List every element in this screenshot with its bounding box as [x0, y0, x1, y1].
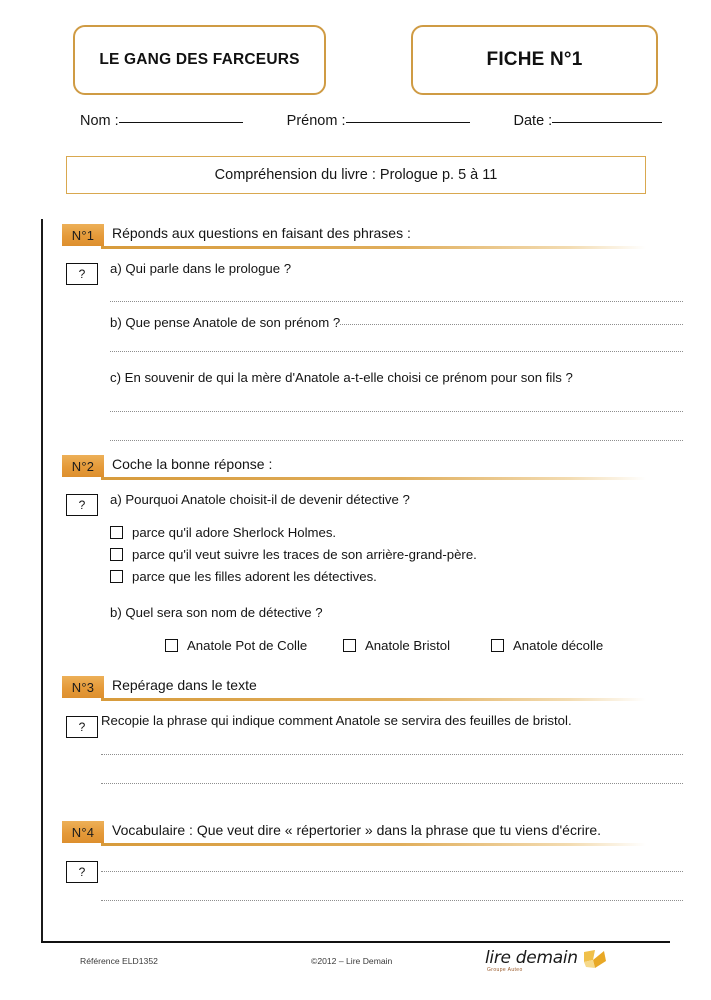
nom-label: Nom : — [80, 113, 119, 129]
section-1-rule — [101, 246, 646, 249]
section-4-title: Vocabulaire : Que veut dire « répertorier » dans la phrase que tu viens d'écrire. — [112, 822, 602, 838]
date-input[interactable] — [552, 122, 662, 123]
section-3-title: Repérage dans le texte — [112, 677, 257, 693]
answer-line[interactable] — [101, 753, 683, 755]
prenom-label: Prénom : — [286, 113, 346, 129]
option-label: Anatole Pot de Colle — [187, 638, 308, 653]
sheet-number-box: FICHE N°1 — [411, 25, 658, 95]
leaf-icon — [582, 948, 608, 970]
question-2a: a) Pourquoi Anatole choisit-il de devenir détective ? — [110, 492, 410, 507]
identity-line — [80, 113, 680, 129]
answer-line[interactable] — [101, 899, 683, 901]
question-1a: a) Qui parle dans le prologue ? — [110, 261, 292, 276]
section-1-title: Réponds aux questions en faisant des phrases : — [112, 225, 411, 241]
section-2-rule — [101, 477, 646, 480]
question-1c: c) En souvenir de qui la mère d'Anatole a-t-elle choisi ce prénom pour son fils ? — [110, 370, 573, 385]
question-2b: b) Quel sera son nom de détective ? — [110, 605, 323, 620]
section-3-rule — [101, 698, 646, 701]
lesson-subtitle: Compréhension du livre : Prologue p. 5 à 11 — [66, 156, 646, 194]
section-3-header — [0, 676, 711, 702]
instruction-3: Recopie la phrase qui indique comment Anatole se servira des feuilles de bristol. — [101, 713, 572, 728]
option-label: Anatole Bristol — [365, 638, 451, 653]
exercise-section-3 — [0, 676, 711, 734]
answer-line[interactable] — [101, 782, 683, 784]
logo-wordmark: lire demain — [485, 948, 578, 968]
answer-line[interactable] — [110, 410, 683, 412]
option-label: Anatole décolle — [513, 638, 604, 653]
answer-line[interactable] — [110, 350, 683, 352]
option-2b-2[interactable] — [343, 638, 450, 653]
option-2a-1[interactable] — [110, 525, 336, 540]
section-1-badge: N°1 — [62, 224, 104, 246]
header — [0, 25, 711, 97]
checkbox-icon[interactable] — [165, 639, 178, 652]
checkbox-icon[interactable] — [110, 548, 123, 561]
section-2-qmark: ? — [66, 494, 98, 516]
section-2-header — [0, 455, 711, 481]
section-1-header — [0, 224, 711, 250]
answer-line[interactable] — [110, 439, 683, 441]
checkbox-icon[interactable] — [110, 570, 123, 583]
answer-line[interactable] — [110, 300, 683, 302]
option-2a-2[interactable] — [110, 547, 477, 562]
question-1b: b) Que pense Anatole de son prénom ? — [110, 315, 341, 330]
section-2-title: Coche la bonne réponse : — [112, 456, 273, 472]
book-title-box: LE GANG DES FARCEURS — [73, 25, 326, 95]
option-2a-3[interactable] — [110, 569, 377, 584]
checkbox-icon[interactable] — [343, 639, 356, 652]
nom-input[interactable] — [119, 122, 243, 123]
publisher-logo — [485, 946, 615, 980]
option-2b-1[interactable] — [165, 638, 307, 653]
option-label: parce qu'il adore Sherlock Holmes. — [132, 525, 337, 540]
date-label: Date : — [513, 113, 553, 129]
exercise-section-4 — [0, 821, 711, 879]
section-1-qmark: ? — [66, 263, 98, 285]
footer-divider — [41, 941, 670, 943]
section-4-qmark: ? — [66, 861, 98, 883]
checkbox-icon[interactable] — [491, 639, 504, 652]
copyright-notice: ©2012 – Lire Demain — [311, 956, 393, 966]
section-3-qmark: ? — [66, 716, 98, 738]
footer — [0, 948, 711, 992]
logo-subtitle: Groupe Auteo — [487, 967, 523, 973]
section-4-badge: N°4 — [62, 821, 104, 843]
section-4-rule — [101, 843, 646, 846]
section-4-header — [0, 821, 711, 847]
answer-line[interactable] — [340, 323, 683, 325]
answer-line[interactable] — [101, 870, 683, 872]
exercise-section-1 — [0, 224, 711, 385]
reference-code: Référence ELD1352 — [80, 956, 158, 966]
exercise-section-2 — [0, 455, 711, 653]
prenom-input[interactable] — [346, 122, 470, 123]
section-3-badge: N°3 — [62, 676, 104, 698]
section-2-badge: N°2 — [62, 455, 104, 477]
option-label: parce que les filles adorent les détectives. — [132, 569, 377, 584]
checkbox-icon[interactable] — [110, 526, 123, 539]
option-2b-3[interactable] — [491, 638, 603, 653]
option-label: parce qu'il veut suivre les traces de son arrière-grand-père. — [132, 547, 477, 562]
